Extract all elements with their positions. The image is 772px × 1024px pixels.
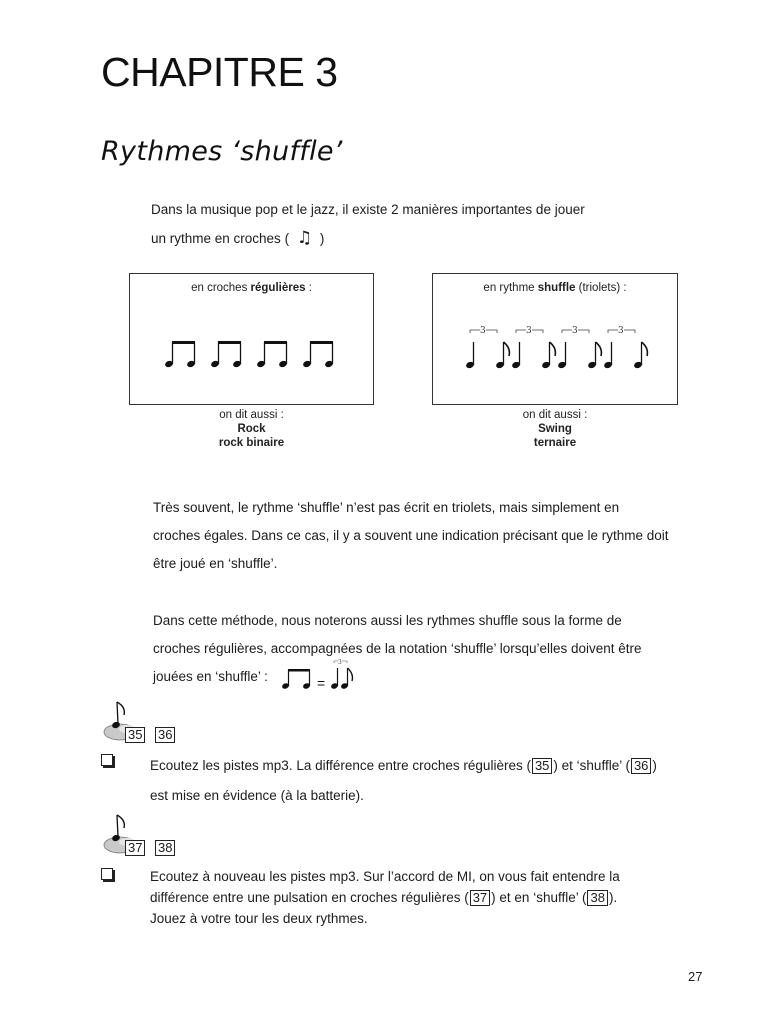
track-badge-35[interactable]: 35 <box>125 727 145 743</box>
intro-line-1: Dans la musique pop et le jazz, il existe 2 manières importantes de jouer <box>151 202 585 217</box>
exercise-2-audio-tracks <box>103 810 183 856</box>
rock-binaire-label: rock binaire <box>218 437 285 449</box>
inline-track-36[interactable]: 36 <box>631 758 651 774</box>
regular-eighths-label: en croches régulières : <box>191 282 312 294</box>
svg-text:=: = <box>317 675 326 691</box>
section-title: Rythmes ‘shuffle’ <box>101 136 343 167</box>
exercise-1-text: Ecoutez les pistes mp3. La différence entre croches régulières ( 35 ) et ‘shuffle’ ( 36 ) est mise en évidence (à la batterie). <box>150 758 657 803</box>
track-badge-37[interactable]: 37 <box>125 840 145 856</box>
exercise-1-audio-tracks <box>103 697 183 743</box>
svg-text:3: 3 <box>618 326 624 336</box>
shuffle-notation-paragraph: Très souvent, le rythme ‘shuffle’ n’est pas écrit en triolets, mais simplement en croches égales. Dans ce cas, il y a souvent une indication précisant que le rythme doit être joué en ‘shuffle’. <box>153 500 669 571</box>
shuffle-equivalence-icon <box>281 655 361 691</box>
inline-track-37[interactable]: 37 <box>470 890 490 906</box>
exercise-1-checkbox[interactable] <box>101 754 113 766</box>
regular-eighths-caption: on dit aussi : Rock rock binaire <box>129 408 374 450</box>
ternaire-label: ternaire <box>533 437 577 449</box>
track-badge-38[interactable]: 38 <box>155 840 175 856</box>
intro-line-2: un rythme en croches ( ♫ ) <box>151 228 325 248</box>
shuffle-triplets-box <box>432 273 678 405</box>
svg-text:3: 3 <box>338 659 342 666</box>
shuffle-equation-line: jouées en ‘shuffle’ : 3 = <box>153 663 723 691</box>
svg-text:3: 3 <box>480 326 486 336</box>
svg-text:3: 3 <box>572 326 578 336</box>
svg-text:3: 3 <box>526 326 532 336</box>
exercise-2-checkbox[interactable] <box>101 868 113 880</box>
inline-track-35[interactable]: 35 <box>532 758 552 774</box>
track-badge-36[interactable]: 36 <box>155 727 175 743</box>
shuffle-caption: on dit aussi : Swing ternaire <box>432 408 678 450</box>
eighth-notes-icon: ♫ <box>296 228 313 248</box>
shuffle-triplets-label: en rythme shuffle (triolets) : <box>483 282 627 294</box>
swing-label: Swing <box>538 423 572 435</box>
exercise-2-text: Ecoutez à nouveau les pistes mp3. Sur l’accord de MI, on vous fait entendre la différence entre une pulsation en croches régulières ( 37 ) et en ‘shuffle’ ( 38 ). Jouez à votre tour les deux rythmes. <box>150 869 620 926</box>
page-number: 27 <box>688 969 703 984</box>
rock-label: Rock <box>237 423 266 435</box>
shuffle-triplets-notation-icon <box>433 274 679 406</box>
method-notation-paragraph: Dans cette méthode, nous noterons aussi les rythmes shuffle sous la forme de croches régulières, accompagnées de la notation ‘shuffle’ lorsqu’elles doivent être jouées en ‘shuffle’ : 3 = <box>153 607 723 691</box>
regular-eighths-box <box>129 273 374 405</box>
regular-eighths-notation-icon <box>130 274 375 406</box>
inline-track-38[interactable]: 38 <box>587 890 607 906</box>
chapter-title: CHAPITRE 3 <box>101 49 338 95</box>
intro-paragraph <box>151 196 691 253</box>
